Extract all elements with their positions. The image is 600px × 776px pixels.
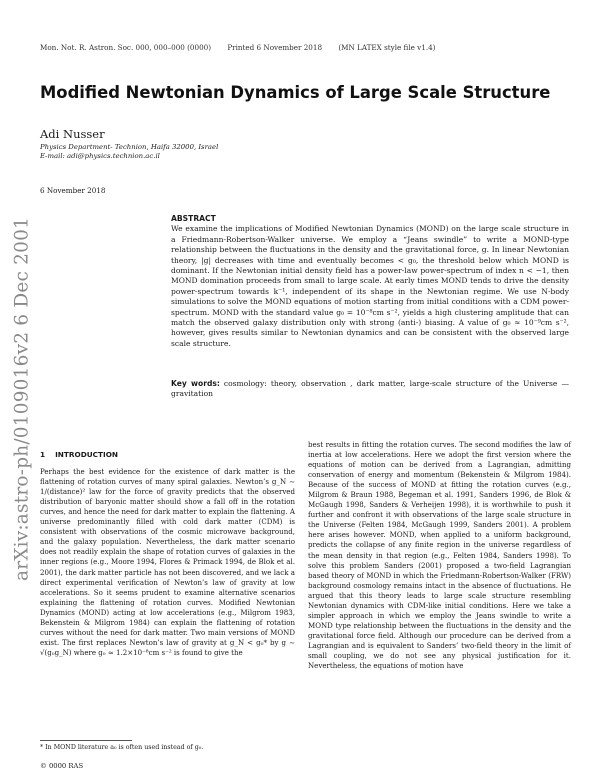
journal-citation: Mon. Not. R. Astron. Soc. 000, 000–000 (0000) (40, 43, 212, 52)
paper-date: 6 November 2018 (40, 186, 106, 195)
affiliation (40, 143, 218, 162)
arxiv-identifier: arXiv:astro-ph/0109016v2 6 Dec 2001 (11, 216, 33, 582)
printed-date: Printed 6 November 2018 (227, 43, 323, 52)
affiliation-institution: Physics Department- Technion, Haifa 32000, Israel (40, 143, 219, 151)
abstract (171, 214, 569, 349)
keywords-text: cosmology: theory, observation , dark matter, large-scale structure of the Universe — gravitation (171, 379, 569, 399)
right-column (308, 440, 571, 671)
section-title: INTRODUCTION (55, 450, 119, 459)
style-note: (MN LATEX style file v1.4) (338, 43, 436, 52)
abstract-heading: ABSTRACT (171, 214, 216, 223)
left-column (40, 450, 295, 658)
arxiv-sidebar (2, 212, 42, 586)
section-heading (40, 450, 295, 460)
running-header (40, 43, 570, 52)
intro-right-text: best results in fitting the rotation curves. The second modifies the law of inertia at low accelerations. Here we adopt the first version where the equations of motion can be derived from a Lagrangian, admitting conservation of energy and momentum (Bekenstein & Milgrom 1984). Because of the success of MOND at fitting the rotation curves (e.g., Milgrom & Braun 1988, Begeman et al. 1991, Sanders 1996, de Blok & McGaugh 1998, Sanders & Verheijen 1998), it is worthwhile to push it further and confront it with observations of the large scale structure in the Universe (Felten 1984, McGaugh 1999, Sanders 2001). A problem here arises however. MOND, when applied to a uniform background, predicts the collapse of any finite region in the universe regardless of the mean density in that region (e.g., Felten 1984, Sanders 1998). To solve this problem Sanders (2001) proposed a two-field Lagrangian based theory of MOND in which the Friedmann-Robertson-Walker (FRW) background cosmology remains intact in the absence of fluctuations. He argued that this theory leads to large scale structure resembling Newtonian dynamics with CDM-like initial conditions. Here we take a simpler approach in which we employ the Jeans swindle to write a MOND type relationship between the fluctuations in the density and the gravitational force field. Although our procedure can be derived from a Lagrangian and is equivalent to Sanders’ two-field theory in the limit of small coupling, we do not see any physical justification for it. Nevertheless, the equations of motion have (308, 440, 571, 671)
abstract-text: We examine the implications of Modified Newtonian Dynamics (MOND) on the large scale structure in a Friedmann-Robertson-Walker universe. We employ a “Jeans swindle” to write a MOND-type relationship between the fluctuations in the density and the gravitational force, g. In linear Newtonian theory, |g| decreases with time and eventually becomes < g₀, the threshold below which MOND is dominant. If the Newtonian initial density field has a power-law power-spectrum of index n < −1, then MOND domination proceeds from small to large scale. At early times MOND tends to drive the density power-spectrum towards k⁻¹, independent of its shape in the Newtonian regime. We use N-body simulations to solve the MOND equations of motion starting from initial conditions with a CDM power-spectrum. MOND with the standard value g₀ = 10⁻⁸cm s⁻², yields a high clustering amplitude that can match the observed galaxy distribution only with strong (anti-) biasing. A value of g₀ ≈ 10⁻⁹cm s⁻², however, gives results similar to Newtonian dynamics and can be consistent with the observed large scale structure. (171, 224, 569, 348)
paper-title: Modified Newtonian Dynamics of Large Scale Structure (40, 83, 551, 102)
section-number: 1 (40, 450, 46, 459)
keywords-label: Key words: (171, 379, 220, 388)
keywords (171, 379, 569, 400)
footnote: * In MOND literature a₀ is often used instead of g₀. (40, 744, 204, 751)
author-name: Adi Nusser (40, 127, 105, 141)
copyright: © 0000 RAS (40, 762, 84, 770)
intro-left-text: Perhaps the best evidence for the existence of dark matter is the flattening of rotation curves of many spiral galaxies. Newton’s g_N ∼ 1/(distance)² law for the force of gravity predicts that the observed distribution of baryonic matter should show a fall off in the rotation curves, and hence the need for dark matter to explain the flattening. A universe predominantly filled with cold dark matter (CDM) is consistent with observations of the cosmic microwave background, and the galaxy population. Nevertheless, the dark matter scenario does not readily explain the shape of rotation curves of galaxies in the inner regions (e.g., Moore 1994, Flores & Primack 1994, de Blok et al. 2001), the dark matter particle has not been discovered, and we lack a direct experimental verification of Newton’s law of gravity at low accelerations. So it seems prudent to examine alternative scenarios explaining the flattening of rotation curves. Modified Newtonian Dynamics (MOND) acting at low accelerations (e.g., Milgrom 1983, Bekenstein & Milgrom 1984) can explain the flattening of rotation curves without the need for dark matter. Two main versions of MOND exist. The first replaces Newton’s law of gravity at g_N < g₀* by g ∼ √(g₀g_N) where g₀ ≈ 1.2×10⁻⁸cm s⁻² is found to give the (40, 467, 295, 657)
footnote-rule (40, 740, 132, 741)
affiliation-email: E-mail: adi@physics.technion.ac.il (40, 152, 160, 161)
